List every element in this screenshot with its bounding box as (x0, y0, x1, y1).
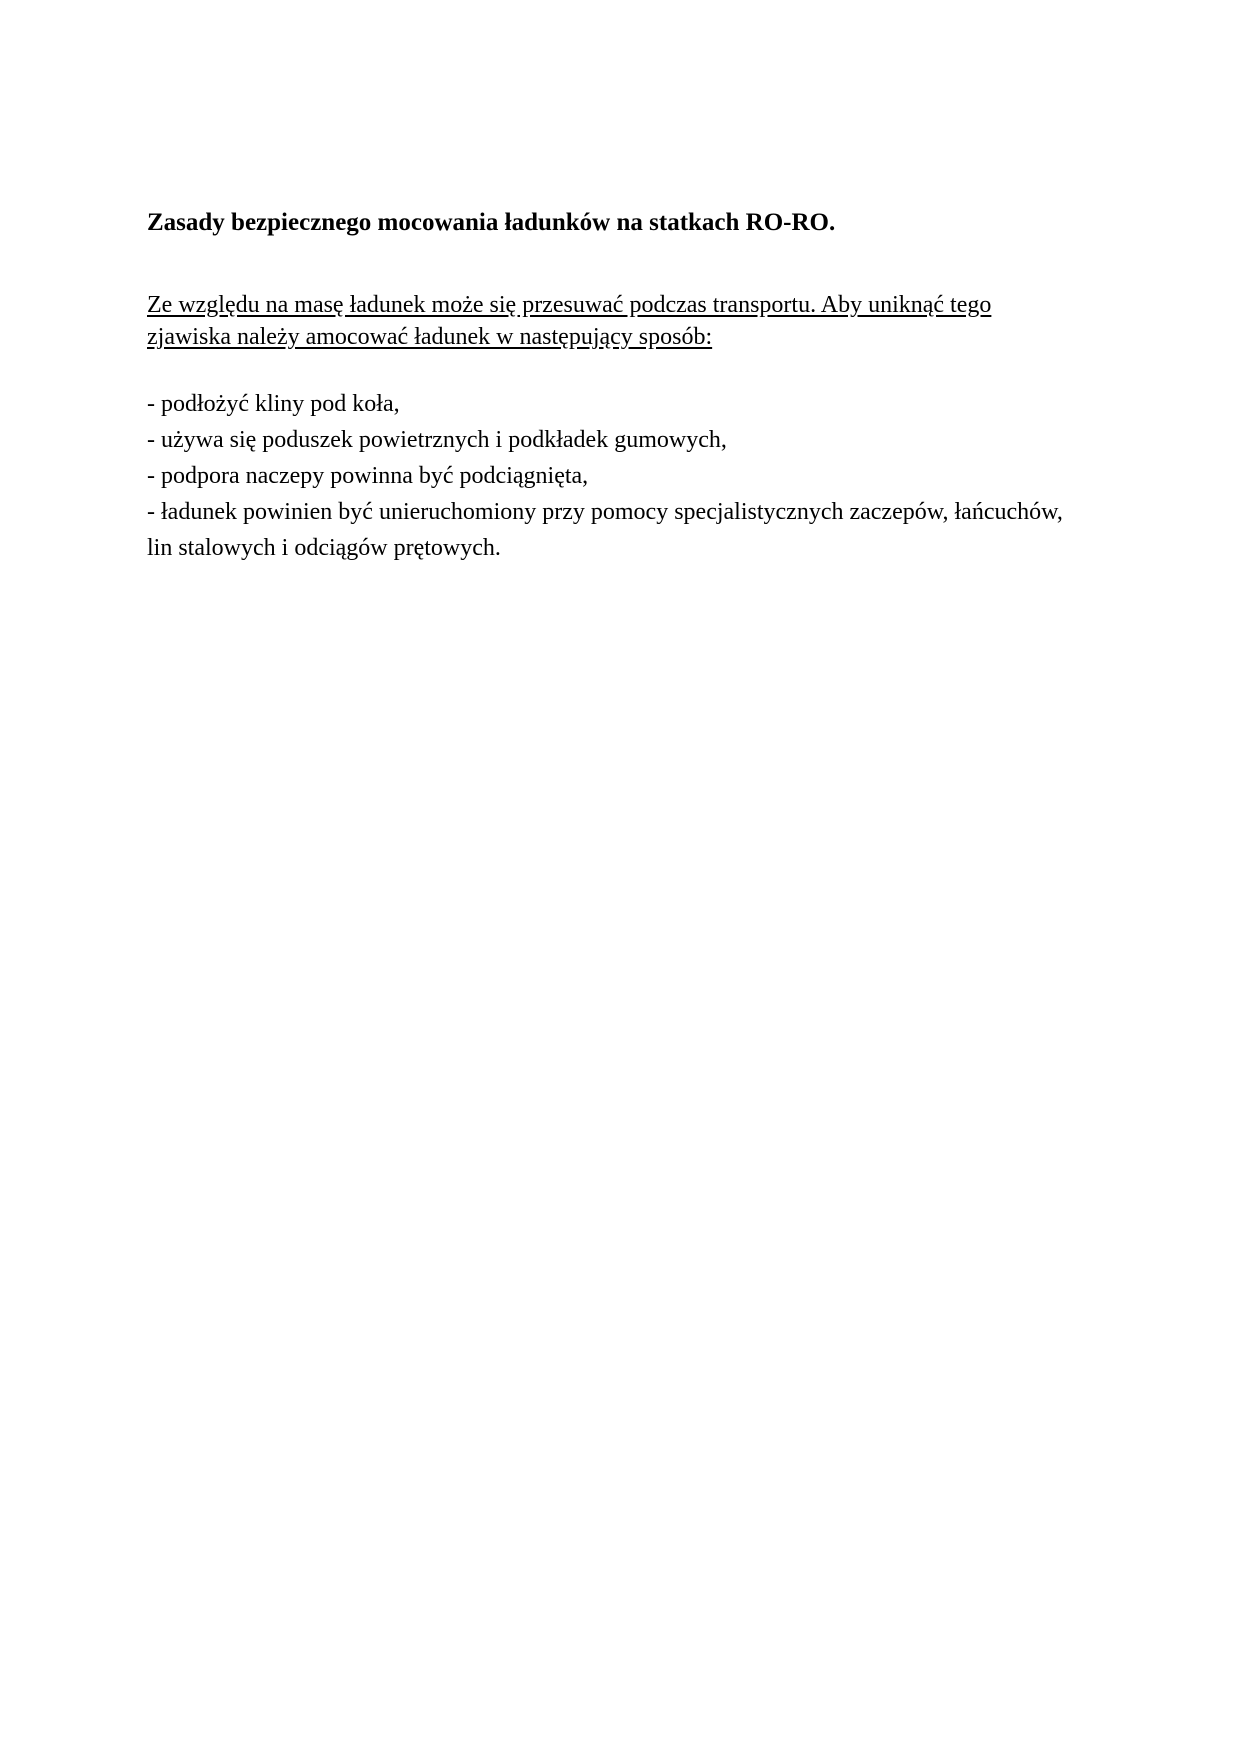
list-item: - ładunek powinien być unieruchomiony przy pomocy specjalistycznych zaczepów, łańcuchów, lin stalowych i odciągów prętowych. (147, 499, 1063, 561)
list-item: - podłożyć kliny pod koła, (147, 391, 400, 417)
document-title: Zasady bezpiecznego mocowania ładunków na statkach RO-RO. (147, 209, 836, 236)
list-item: - podpora naczepy powinna być podciągnięta, (147, 463, 589, 489)
intro-paragraph: Ze względu na masę ładunek może się przesuwać podczas transportu. Aby uniknąć tego zjawiska należy amocować ładunek w następujący sposób: (147, 292, 992, 350)
securing-steps-list (147, 386, 1067, 566)
list-item: - używa się poduszek powietrznych i podkładek gumowych, (147, 427, 727, 453)
document-content (147, 207, 1067, 566)
